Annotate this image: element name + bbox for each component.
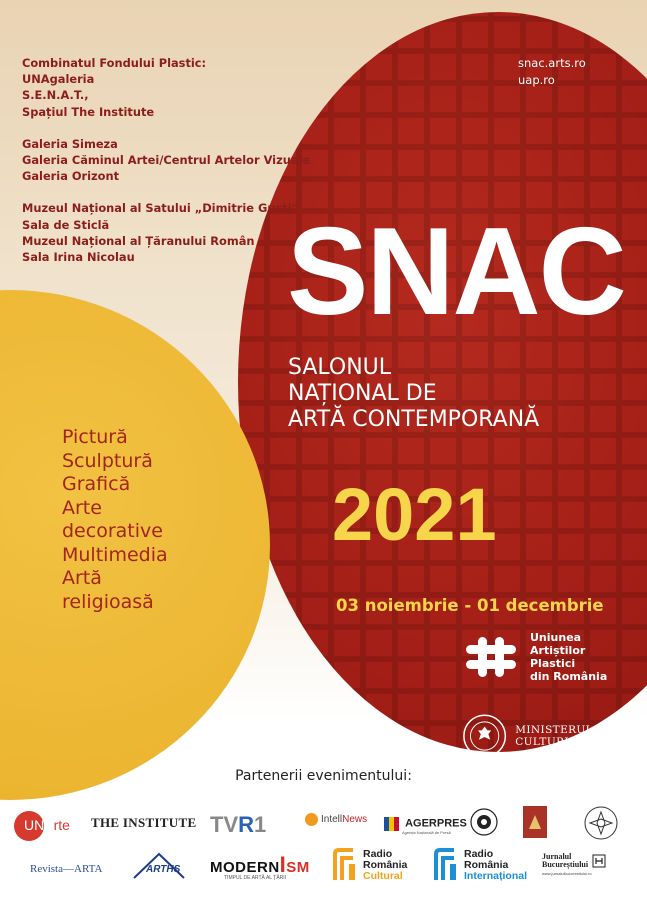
radio-international-label xyxy=(464,849,527,882)
discipline-item: decorative xyxy=(62,520,163,542)
poster-title: SNAC xyxy=(287,201,625,341)
venue-group-1 xyxy=(22,55,310,120)
website-snac-link[interactable]: snac.arts.ro xyxy=(518,56,586,70)
intellnews-part: News xyxy=(342,814,368,825)
ministry-name: MINISTERUL CULTURII xyxy=(515,724,594,748)
unarte-label-part: UNA xyxy=(24,817,54,833)
subtitle-line: ARTĂ CONTEMPORANĂ xyxy=(288,407,540,432)
jurnalul-title xyxy=(542,853,588,869)
jurnalul-url: www.jurnalulbucurestiului.ro xyxy=(542,871,592,876)
agerpres-flag-icon xyxy=(384,815,400,833)
venue-group-3 xyxy=(22,200,310,265)
the-institute-logo[interactable]: THE INSTITUTE xyxy=(91,815,197,830)
uap-name-line: Artiștilor xyxy=(530,644,586,657)
radio-romania-international-logo[interactable] xyxy=(434,848,527,882)
venue-line: Muzeul Național al Satului „Dimitrie Gusti" xyxy=(22,201,298,216)
intellnews-logo[interactable] xyxy=(305,813,367,826)
agerpres-subtitle: Agenția Națională de Presă xyxy=(402,830,451,835)
agerpres-logo[interactable] xyxy=(384,813,467,833)
uap-logo xyxy=(462,631,607,683)
uap-name xyxy=(530,631,607,683)
jurnalul-header xyxy=(542,853,606,869)
intellnews-dot-icon xyxy=(305,813,318,826)
tvr1-part: TV xyxy=(210,812,239,837)
uap-name-line: Plastici xyxy=(530,657,576,670)
radio-cultural-wave-icon xyxy=(333,848,359,882)
unarte-label-part: rte xyxy=(53,817,70,833)
government-seal-icon xyxy=(462,712,507,760)
jurnalul-bucurestiului-logo[interactable] xyxy=(542,853,606,876)
venue-line: UNAgaleria xyxy=(22,72,95,87)
modernism-part: SM xyxy=(286,859,310,876)
venue-line: Combinatul Fondului Plastic: xyxy=(22,56,207,70)
venue-line: S.E.N.A.T., xyxy=(22,88,89,103)
venue-line: Muzeul Național al Țăranului Român xyxy=(22,233,255,248)
modernism-part: I xyxy=(279,852,287,877)
tvr1-part: 1 xyxy=(254,812,267,837)
uap-name-line: din România xyxy=(530,670,608,683)
venue-line: Galeria Orizont xyxy=(22,169,120,184)
venue-line: Sala Irina Nicolau xyxy=(22,250,135,265)
partners-heading: Partenerii evenimentului: xyxy=(235,768,412,784)
radio-cultural-line: Cultural xyxy=(363,869,403,882)
book-emblem-icon[interactable] xyxy=(522,805,548,839)
jurnalul-emblem-icon xyxy=(592,854,606,868)
radio-cultural-line: Radio xyxy=(363,847,393,860)
ministry-logo xyxy=(462,712,647,760)
venue-line: Spațiul The Institute xyxy=(22,104,155,119)
radio-romania-cultural-logo[interactable] xyxy=(333,848,407,882)
agerpres-label: AGERPRES xyxy=(405,817,467,830)
uap-name-line: Uniunea xyxy=(530,631,582,644)
intellnews-part: Intell xyxy=(321,814,343,825)
discipline-item: Sculptură xyxy=(62,449,153,472)
discipline-item: Arte xyxy=(62,496,102,519)
event-dates: 03 noiembrie - 01 decembrie xyxy=(336,596,604,615)
unarte-logo[interactable] xyxy=(14,811,74,841)
discipline-item: Multimedia xyxy=(62,543,168,566)
discipline-item: Pictură xyxy=(62,426,128,448)
website-uap-link[interactable]: uap.ro xyxy=(518,73,555,87)
subtitle-line: SALONUL xyxy=(288,355,392,380)
discipline-list xyxy=(62,426,168,614)
event-year: 2021 xyxy=(332,473,497,556)
discipline-item: Grafică xyxy=(62,473,131,495)
radio-cultural-label xyxy=(363,849,407,882)
radio-cultural-line: România xyxy=(363,858,408,871)
unarte-label xyxy=(24,817,70,833)
discipline-item: Artă xyxy=(62,567,102,589)
venue-list xyxy=(22,55,310,281)
venue-group-2 xyxy=(22,136,310,185)
arths-logo[interactable] xyxy=(130,850,188,880)
venue-line: Galeria Căminul Artei/Centrul Artelor Vizuale xyxy=(22,153,311,168)
radio-international-line: Internațional xyxy=(464,869,528,882)
modernism-subtitle: TIMPUL DE ARTĂ AL ȚĂRII xyxy=(224,875,287,881)
tvr1-logo[interactable] xyxy=(210,812,266,838)
radio-international-wave-icon xyxy=(434,848,460,882)
discipline-item: religioasă xyxy=(62,590,154,613)
round-emblem-icon[interactable] xyxy=(470,808,498,836)
poster-subtitle xyxy=(288,355,539,433)
radio-international-line: Radio xyxy=(464,847,494,860)
website-list xyxy=(518,55,586,89)
venue-line: Galeria Simeza xyxy=(22,136,118,151)
arths-label: ARTHS xyxy=(146,864,181,875)
jurnalul-title-line: Jurnalul xyxy=(542,852,572,861)
subtitle-line: NAȚIONAL DE xyxy=(288,381,437,406)
modernism-label xyxy=(210,852,310,877)
venue-line: Sala de Sticlă xyxy=(22,217,110,232)
tvr1-part: R xyxy=(238,812,255,837)
star-emblem-icon[interactable] xyxy=(583,805,619,841)
modernism-part: MODERN xyxy=(210,859,280,876)
jurnalul-title-line: Bucureștiului xyxy=(542,860,589,869)
intellnews-label xyxy=(321,814,367,825)
radio-international-line: România xyxy=(464,858,509,871)
modernism-logo[interactable] xyxy=(210,852,310,881)
uap-cross-logo-icon xyxy=(462,635,520,679)
revista-arta-logo[interactable]: Revista—ARTA xyxy=(30,863,103,875)
